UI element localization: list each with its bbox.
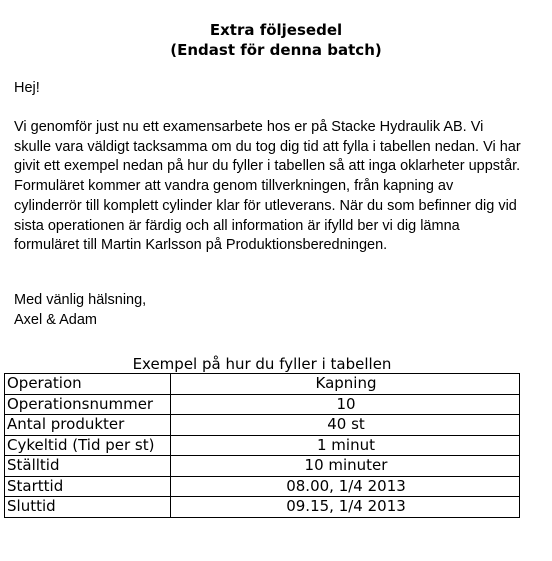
letter-signature: Axel & Adam: [14, 311, 98, 328]
row-label: Cykeltid (Tid per st): [5, 435, 171, 456]
example-table: [4, 373, 520, 518]
row-value: 10: [171, 394, 520, 415]
row-label: Sluttid: [5, 497, 171, 518]
table-caption: Exempel på hur du fyller i tabellen: [132, 355, 392, 373]
row-value: 08.00, 1/4 2013: [171, 476, 520, 497]
table-row: [5, 435, 520, 456]
letter-greeting: Hej!: [14, 80, 40, 96]
row-value: 09.15, 1/4 2013: [171, 497, 520, 518]
row-value: 10 minuter: [171, 456, 520, 477]
table-row: [5, 394, 520, 415]
letter-closing-block: [14, 291, 524, 330]
row-label: Operation: [5, 374, 171, 395]
letter-closing: Med vänlig hälsning,: [14, 292, 147, 308]
document-title: [0, 20, 552, 60]
table-row: [5, 476, 520, 497]
row-label: Starttid: [5, 476, 171, 497]
table-row: [5, 374, 520, 395]
row-label: Operationsnummer: [5, 394, 171, 415]
row-label: Antal produkter: [5, 415, 171, 436]
row-label: Ställtid: [5, 456, 171, 477]
row-value: 40 st: [171, 415, 520, 436]
title-line-1: Extra följesedel: [209, 21, 343, 39]
row-value: Kapning: [171, 374, 520, 395]
table-row: [5, 415, 520, 436]
row-value: 1 minut: [171, 435, 520, 456]
letter-body: Vi genomför just nu ett examensarbete hos er på Stacke Hydraulik AB. Vi skulle vara väldigt tacksamma om du tog dig tid att fylla i tabellen nedan. Vi har givit ett exempel nedan på hur du fyller i tabellen så att inga oklarheter uppstår. Formuläret kommer att vandra genom tillverkningen, från kapning av cylinderrör till komplett cylinder klar för utleverans. När du som befinner dig vid sista operationen är färdig och all information är ifylld ber vi dig lämna formuläret till Martin Karlsson på Produktionsberedningen.: [14, 119, 521, 254]
title-line-2: (Endast för denna batch): [170, 41, 382, 59]
table-row: [5, 497, 520, 518]
table-row: [5, 456, 520, 477]
